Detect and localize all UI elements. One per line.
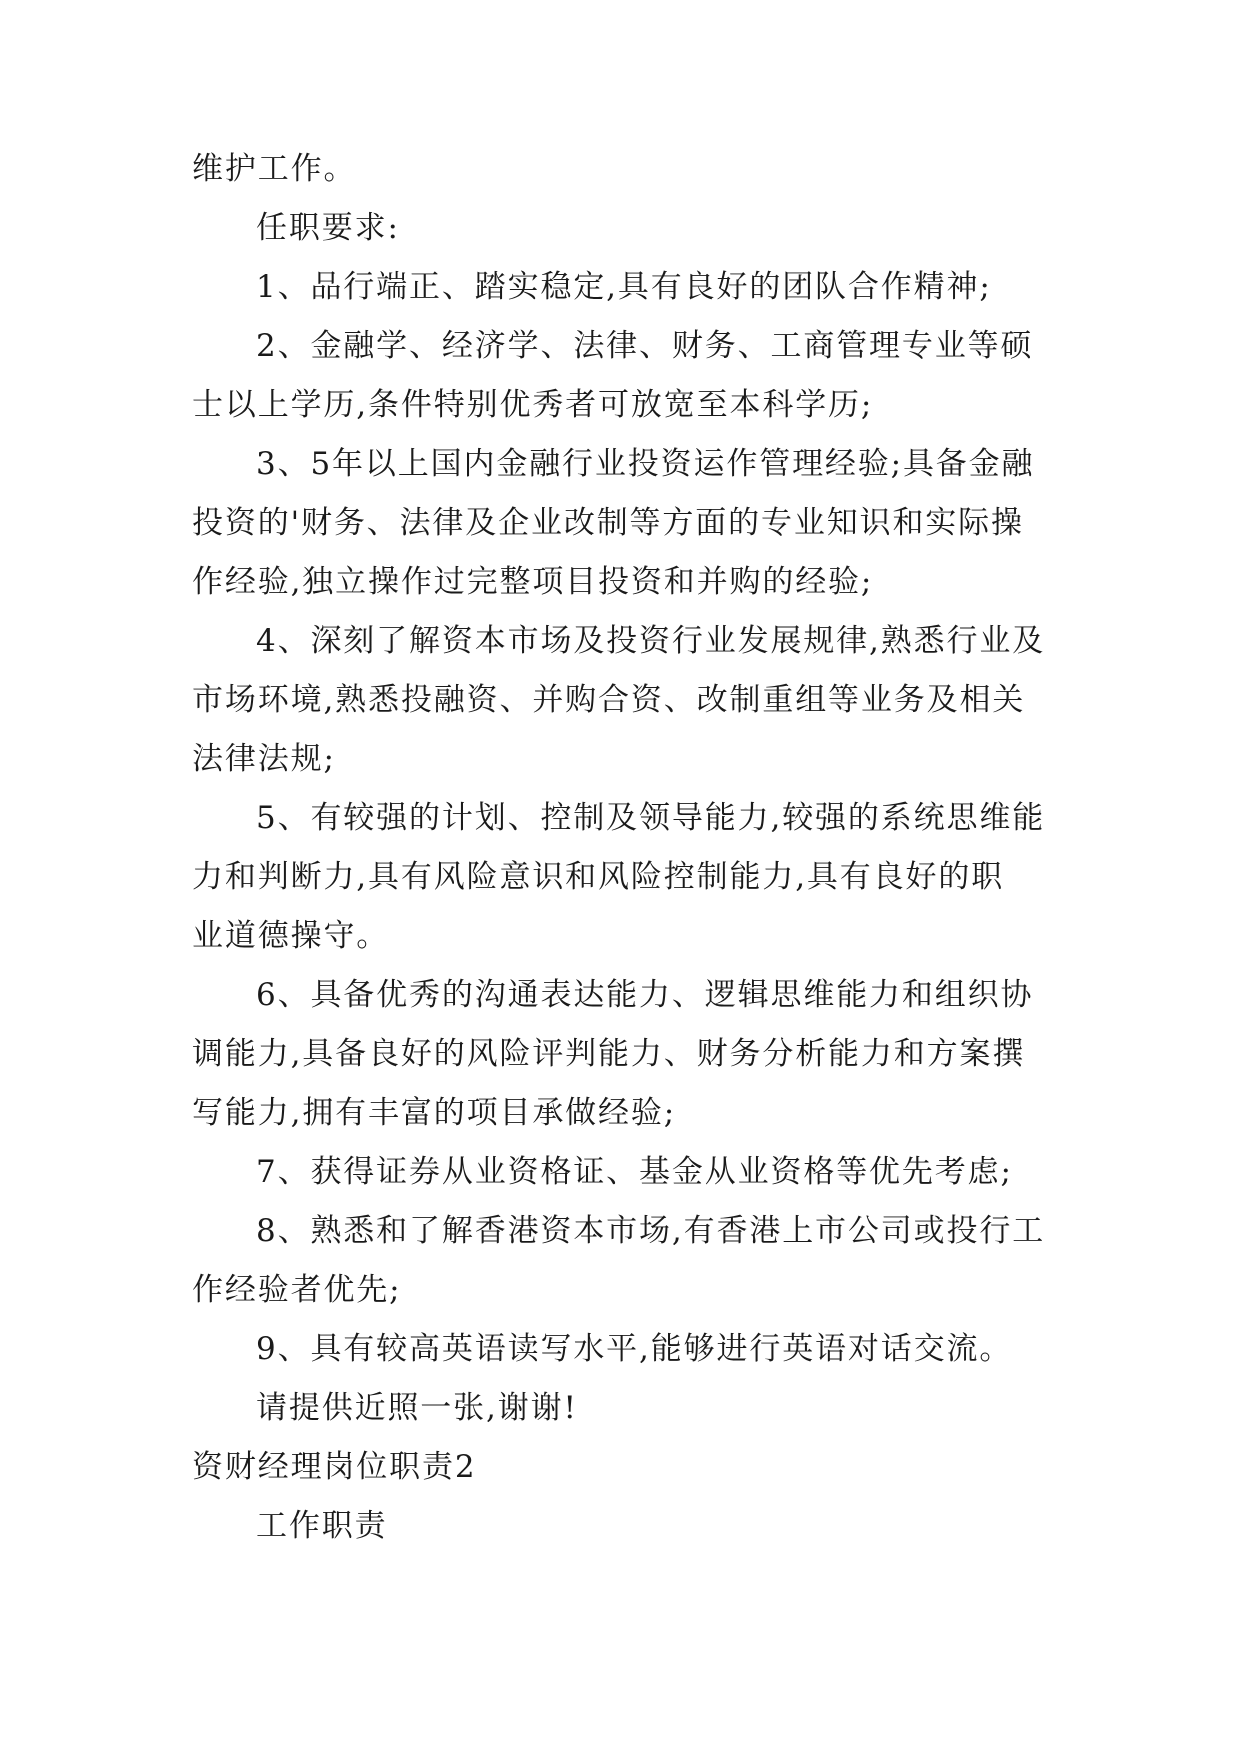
requirement-item-6: 6、具备优秀的沟通表达能力、逻辑思维能力和组织协 (256, 977, 1034, 1013)
requirement-item-3-cont: 投资的'财务、法律及企业改制等方面的专业知识和实际操 (192, 505, 1024, 541)
requirement-item-4-cont: 市场环境,熟悉投融资、并购合资、改制重组等业务及相关 (192, 682, 1026, 718)
requirement-item-3-cont: 作经验,独立操作过完整项目投资和并购的经验; (192, 564, 874, 600)
requirement-item-1: 1、品行端正、踏实稳定,具有良好的团队合作精神; (256, 269, 992, 305)
requirement-item-2: 2、金融学、经济学、法律、财务、工商管理专业等硕 (256, 328, 1034, 364)
duties-heading: 工作职责 (256, 1508, 388, 1544)
requirement-item-7: 7、获得证券从业资格证、基金从业资格等优先考虑; (256, 1154, 1013, 1190)
requirement-item-5: 5、有较强的计划、控制及领导能力,较强的系统思维能 (256, 800, 1046, 836)
requirement-item-8: 8、熟悉和了解香港资本市场,有香港上市公司或投行工 (256, 1213, 1046, 1249)
requirement-item-6-cont: 写能力,拥有丰富的项目承做经验; (192, 1095, 677, 1131)
requirement-item-4-cont: 法律法规; (192, 741, 336, 777)
document-page (192, 140, 1052, 1556)
paragraph-line: 维护工作。 (192, 151, 357, 187)
requirement-item-5-cont: 力和判断力,具有风险意识和风险控制能力,具有良好的职 (192, 859, 1005, 895)
requirement-item-5-cont: 业道德操守。 (192, 918, 390, 954)
requirement-item-3: 3、5年以上国内金融行业投资运作管理经验;具备金融 (256, 446, 1035, 482)
requirement-item-9: 9、具有较高英语读写水平,能够进行英语对话交流。 (256, 1331, 1013, 1367)
photo-request: 请提供近照一张,谢谢! (256, 1390, 578, 1426)
section-title: 资财经理岗位职责2 (192, 1449, 477, 1485)
requirement-item-4: 4、深刻了解资本市场及投资行业发展规律,熟悉行业及 (256, 623, 1046, 659)
requirement-item-8-cont: 作经验者优先; (192, 1272, 402, 1308)
requirement-item-2-cont: 士以上学历,条件特别优秀者可放宽至本科学历; (192, 387, 874, 423)
requirement-item-6-cont: 调能力,具备良好的风险评判能力、财务分析能力和方案撰 (192, 1036, 1026, 1072)
requirements-heading: 任职要求: (256, 210, 400, 246)
